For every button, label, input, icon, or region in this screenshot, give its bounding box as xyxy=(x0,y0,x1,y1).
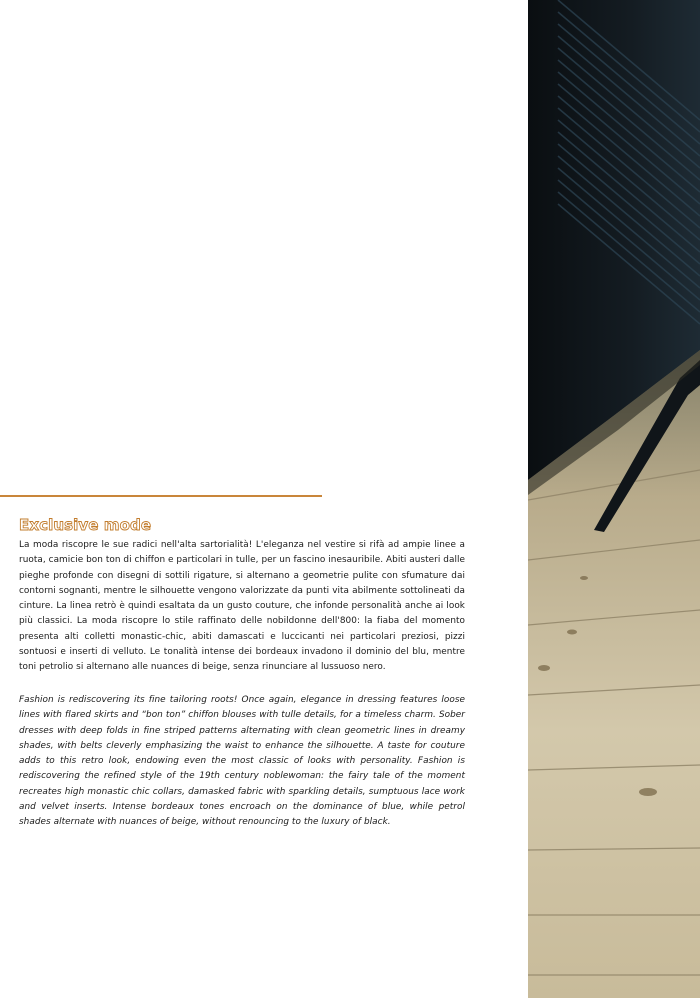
interior-photo-graphic xyxy=(528,0,700,998)
english-paragraph: Fashion is rediscovering its fine tailoring roots! Once again, elegance in dressing features loose lines with flared skirts and “bon ton” chiffon blouses with tulle details, for a timeless charm. Sober dresses with deep folds in fine striped patterns alternating with clean geometric lines in dreamy shades, with belts cleverly emphasizing the waist to enhance the silhouette. A taste for couture adds to this retro look, endowing even the most classic of looks with personality. Fashion is rediscovering the refined style of the 19th century noblewoman: the fairy tale of the moment recreates high monastic chic collars, damasked fabric with sparkling details, sumptuous lace work and velvet inserts. Intense bordeaux tones encroach on the dominance of blue, while petrol shades alternate with nuances of beige, without renouncing to the luxury of black. xyxy=(19,695,465,828)
interior-photo xyxy=(528,0,700,998)
section-title: Exclusive mode xyxy=(19,516,152,534)
italian-paragraph: La moda riscopre le sue radici nell'alta sartorialità! L'eleganza nel vestire si rifà ad ampie linee a ruota, camicie bon ton di chiffon e particolari in tulle, per un fascino inesauribile. Abiti austeri dalle pieghe profonde con disegni di sottili rigature, si alternano a geometrie pulite con sfumature dai contorni sognanti, mentre le silhouette vengono valorizzate da punti vita abilmente sottolineati da cinture. La linea retrò è quindi esaltata da un gusto couture, che infonde personalità anche ai look più classici. La moda riscopre lo stile raffinato delle nobildonne dell'800: la fiaba del momento presenta alti colletti monastic-chic, abiti damascati e luccicanti nei particolari preziosi, pizzi sontuosi e inserti di velluto. Le tonalità intense dei bordeaux invadono il dominio del blu, mentre toni petrolio si alternano alle nuances di beige, senza rinunciare al lussuoso nero. xyxy=(19,540,465,673)
section-divider xyxy=(0,495,322,497)
